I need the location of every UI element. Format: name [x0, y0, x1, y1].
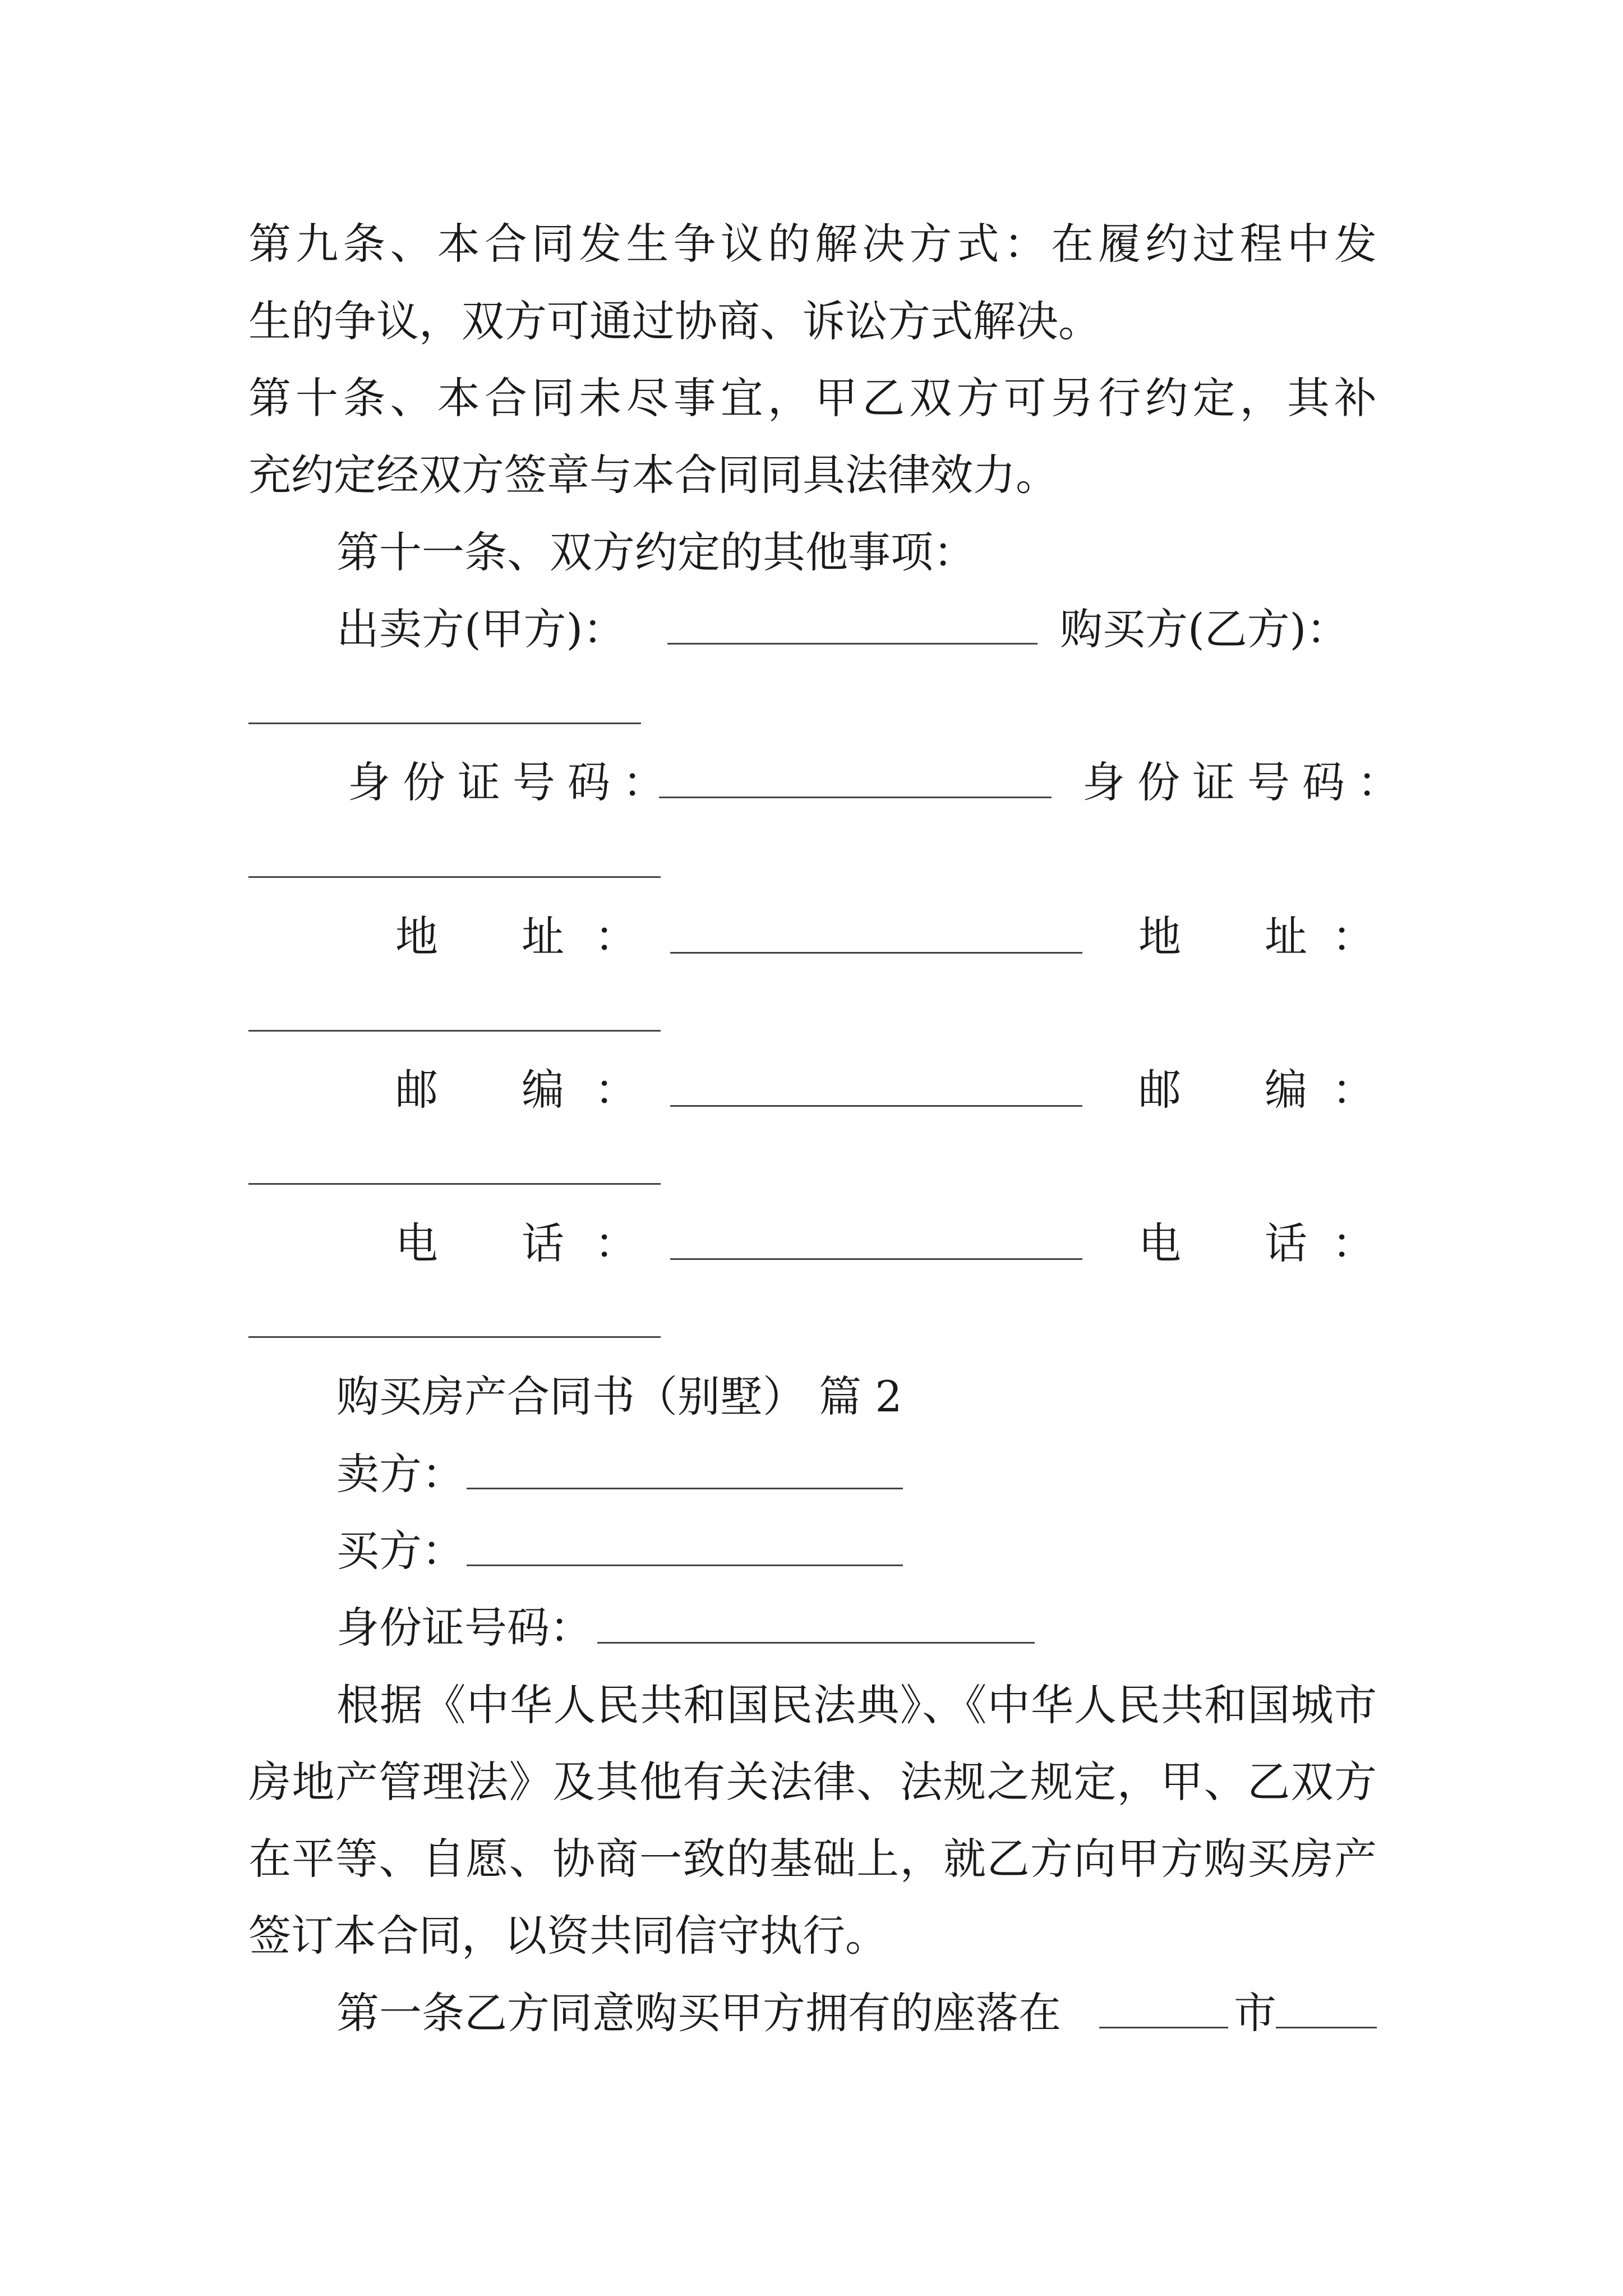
seller-address-blank[interactable]	[670, 952, 1082, 954]
section-2-title: 购买房产合同书（别墅） 篇 2	[336, 1372, 902, 1421]
seller-phone-blank[interactable]	[670, 1258, 1082, 1260]
postcode-char-2-left: 编	[522, 1065, 564, 1115]
address-colon-left: ：	[594, 912, 637, 961]
address-char-2-right: 址	[1265, 912, 1307, 961]
id-label-right: 身份证号码：	[1082, 757, 1412, 807]
address-colon-right: ：	[1332, 912, 1375, 961]
seller-signature-blank[interactable]	[667, 643, 1038, 645]
address-char-2-left: 址	[522, 912, 564, 961]
phone-char-1-right: 电	[1138, 1218, 1181, 1268]
postcode-char-1-right: 邮	[1138, 1065, 1181, 1115]
phone-char-2-left: 话	[522, 1218, 564, 1268]
article-9-line-1: 第九条、本合同发生争议的解决方式：在履约过程中发	[248, 219, 1377, 269]
article-1-start: 第一条乙方同意购买甲方拥有的座落在	[336, 1988, 1061, 2038]
address-char-1-left: 地	[395, 912, 438, 961]
preamble-line-1: 根据《中华人民共和国民法典》、《中华人民共和国城市	[336, 1680, 1377, 1730]
buyer-id-blank[interactable]	[248, 876, 661, 878]
seller-postcode-blank[interactable]	[670, 1105, 1082, 1107]
district-blank[interactable]	[1276, 2027, 1377, 2028]
article-10-line-2: 充约定经双方签章与本合同同具法律效力。	[248, 450, 1058, 500]
article-1-city: 市	[1234, 1988, 1276, 2038]
phone-char-1-left: 电	[395, 1218, 438, 1268]
article-11: 第十一条、双方约定的其他事项：	[336, 527, 976, 577]
article-10-line-1: 第十条、本合同未尽事宜，甲乙双方可另行约定，其补	[248, 373, 1377, 423]
postcode-colon-right: ：	[1332, 1065, 1375, 1115]
buyer-label: 购买方(乙方)：	[1060, 604, 1349, 654]
phone-char-2-right: 话	[1265, 1218, 1307, 1268]
phone-colon-left: ：	[594, 1218, 637, 1268]
id-2-label: 身份证号码：	[336, 1603, 592, 1653]
seller-2-blank[interactable]	[467, 1488, 903, 1489]
buyer-signature-blank[interactable]	[248, 723, 641, 724]
article-9-line-2: 生的争议，双方可通过协商、诉讼方式解决。	[248, 296, 1101, 346]
phone-colon-right: ：	[1332, 1218, 1375, 1268]
id-label-left: 身份证号码：	[348, 757, 677, 807]
postcode-colon-left: ：	[594, 1065, 637, 1115]
postcode-char-2-right: 编	[1265, 1065, 1307, 1115]
buyer-address-blank[interactable]	[248, 1030, 661, 1032]
preamble-line-2: 房地产管理法》及其他有关法律、法规之规定，甲、乙双方	[248, 1757, 1377, 1807]
address-char-1-right: 地	[1138, 912, 1181, 961]
buyer-postcode-blank[interactable]	[248, 1183, 661, 1185]
seller-2-label: 卖方：	[336, 1449, 464, 1499]
buyer-phone-blank[interactable]	[248, 1336, 661, 1338]
preamble-line-4: 签订本合同，以资共同信守执行。	[248, 1911, 888, 1961]
seller-id-blank[interactable]	[659, 797, 1052, 798]
preamble-line-3: 在平等、自愿、协商一致的基础上，就乙方向甲方购买房产	[248, 1834, 1377, 1884]
buyer-2-blank[interactable]	[467, 1565, 903, 1566]
id-2-blank[interactable]	[597, 1642, 1035, 1644]
postcode-char-1-left: 邮	[395, 1065, 438, 1115]
city-blank[interactable]	[1099, 2027, 1228, 2028]
buyer-2-label: 买方：	[336, 1526, 464, 1576]
seller-label: 出卖方(甲方)：	[336, 604, 626, 654]
